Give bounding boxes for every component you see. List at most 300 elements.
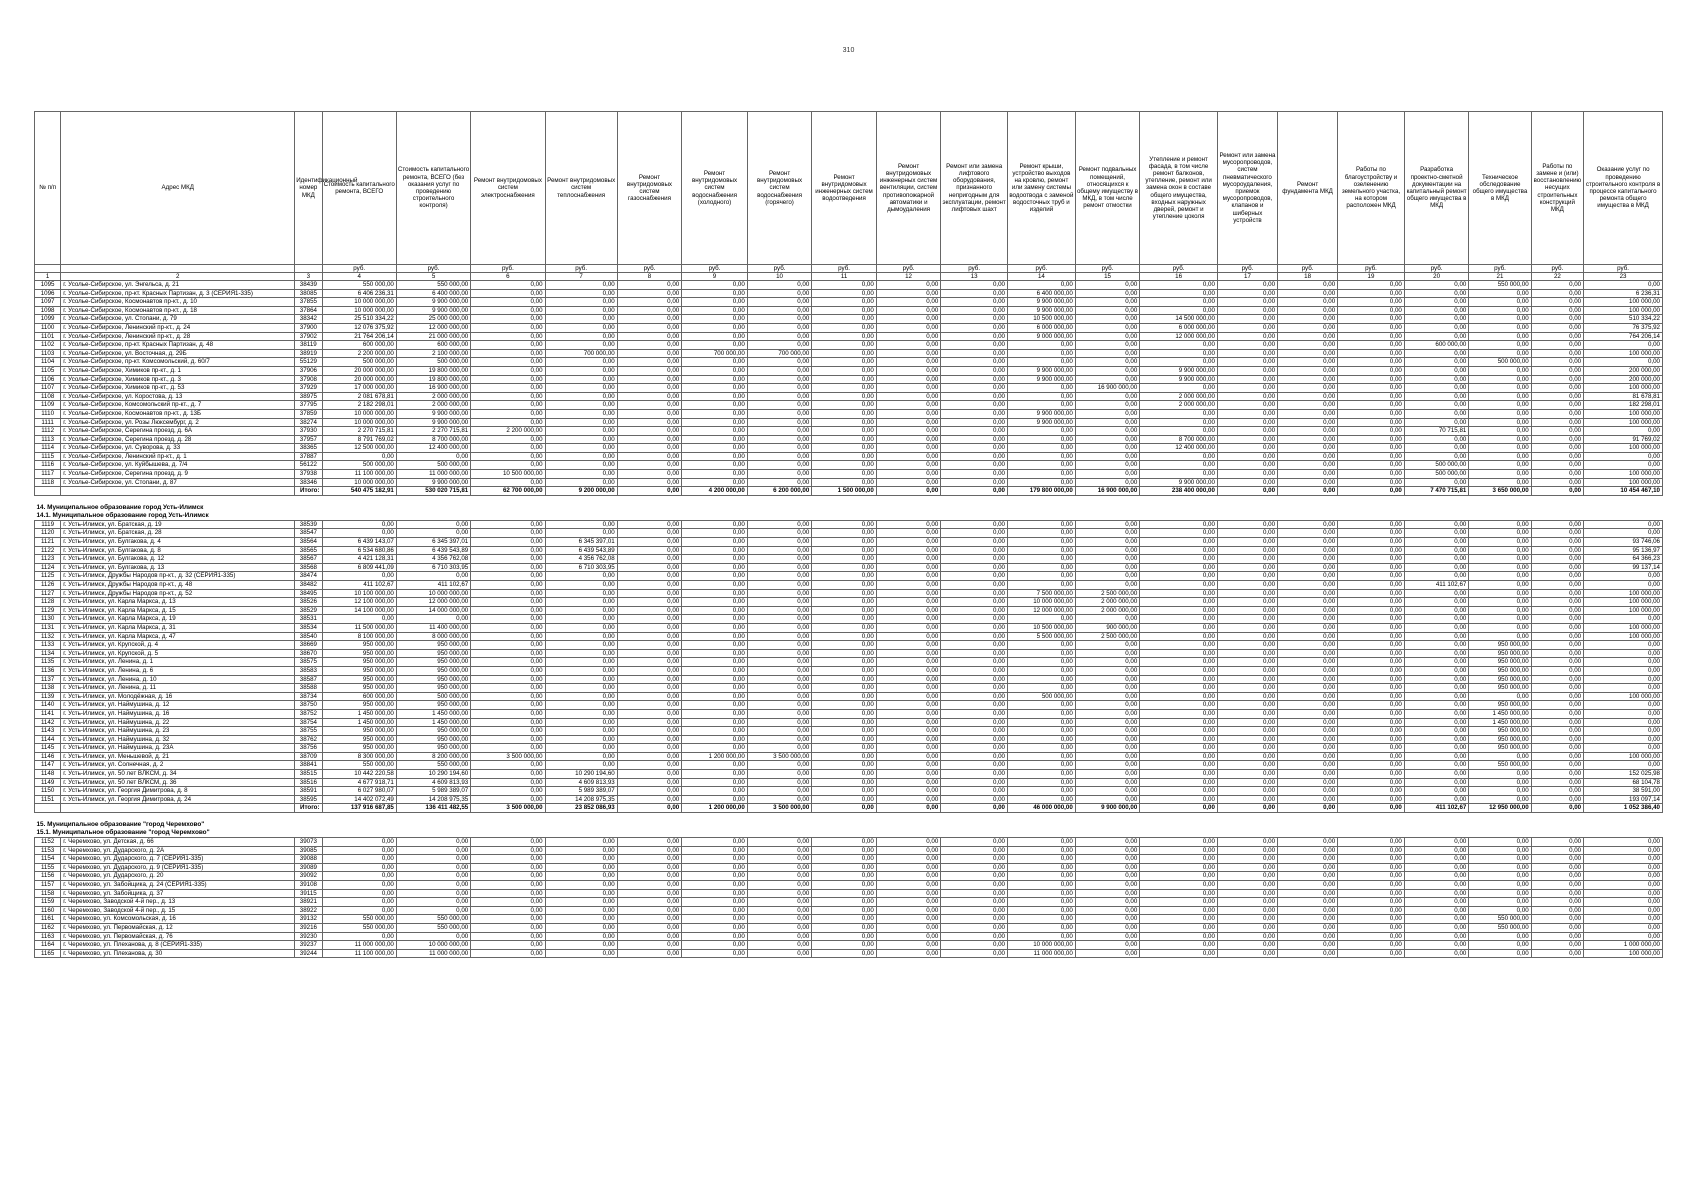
address-cell: г. Черемхово, Заводской 4-й пер., д. 15: [61, 906, 295, 915]
amount-cell: 0,00: [322, 529, 396, 538]
amount-cell: 0,00: [747, 658, 812, 667]
amount-cell: 0,00: [1469, 863, 1531, 872]
amount-cell: 1 450 000,00: [396, 718, 470, 727]
building-id-cell: 38274: [295, 418, 322, 427]
amount-cell: 950 000,00: [322, 701, 396, 710]
amount-cell: 0,00: [617, 435, 682, 444]
section-title-row: [35, 821, 1663, 829]
amount-cell: 0,00: [1469, 623, 1531, 632]
building-id-cell: 37938: [295, 470, 322, 479]
amount-cell: 6 345 397,01: [396, 538, 470, 547]
amount-cell: 0,00: [1008, 778, 1076, 787]
amount-cell: 500 000,00: [396, 461, 470, 470]
amount-cell: 0,00: [1404, 949, 1469, 958]
amount-cell: 0,00: [876, 306, 941, 315]
row-number-cell: 1146: [35, 752, 61, 761]
row-number-cell: 1119: [35, 520, 61, 529]
amount-cell: 0,00: [747, 649, 812, 658]
column-number: 5: [396, 273, 470, 281]
amount-cell: 0,00: [747, 281, 812, 290]
amount-cell: 0,00: [812, 855, 877, 864]
amount-cell: 0,00: [1584, 358, 1663, 367]
amount-cell: 20 000 000,00: [322, 366, 396, 375]
amount-cell: 12 000 000,00: [396, 598, 470, 607]
amount-cell: 10 442 220,58: [322, 770, 396, 779]
building-id-cell: 39088: [295, 855, 322, 864]
amount-cell: 99 137,14: [1584, 563, 1663, 572]
amount-cell: 0,00: [1140, 581, 1218, 590]
amount-cell: 0,00: [747, 881, 812, 890]
units-row: [35, 265, 1663, 273]
amount-cell: 0,00: [682, 923, 748, 932]
amount-cell: 21 764 206,14: [322, 332, 396, 341]
amount-cell: 0,00: [747, 675, 812, 684]
amount-cell: 0,00: [1584, 838, 1663, 847]
address-cell: г. Усолье-Сибирское, Ленинский пр-кт., д. 1: [61, 452, 295, 461]
amount-cell: 0,00: [876, 641, 941, 650]
amount-cell: 2 500 000,00: [1075, 632, 1140, 641]
table-row: [35, 855, 1663, 864]
address-cell: г. Усть-Илимск, ул. Молодёжная, д. 16: [61, 692, 295, 701]
amount-cell: 0,00: [1278, 349, 1338, 358]
amount-cell: 0,00: [876, 615, 941, 624]
table-row: [35, 435, 1663, 444]
amount-cell: 0,00: [682, 306, 748, 315]
amount-cell: 0,00: [1217, 615, 1277, 624]
amount-cell: 0,00: [617, 366, 682, 375]
amount-cell: 0,00: [1469, 384, 1531, 393]
amount-cell: 0,00: [1404, 392, 1469, 401]
amount-cell: 0,00: [747, 555, 812, 564]
amount-cell: 950 000,00: [396, 701, 470, 710]
amount-cell: 0,00: [876, 538, 941, 547]
amount-cell: 0,00: [747, 606, 812, 615]
row-number-cell: 1112: [35, 427, 61, 436]
amount-cell: 0,00: [1531, 589, 1583, 598]
amount-cell: 0,00: [1075, 358, 1140, 367]
row-number-cell: 1105: [35, 366, 61, 375]
amount-cell: 0,00: [1140, 606, 1218, 615]
amount-cell: 510 334,22: [1584, 315, 1663, 324]
amount-cell: 0,00: [1140, 761, 1218, 770]
amount-cell: 2 200 000,00: [322, 349, 396, 358]
amount-cell: 0,00: [471, 923, 545, 932]
amount-cell: 0,00: [617, 778, 682, 787]
amount-cell: 0,00: [1338, 349, 1405, 358]
amount-cell: 0,00: [812, 529, 877, 538]
table-row: [35, 632, 1663, 641]
address-cell: г. Усолье-Сибирское, Серегина проезд, д. 28: [61, 435, 295, 444]
amount-cell: 0,00: [1531, 435, 1583, 444]
amount-cell: 0,00: [1217, 572, 1277, 581]
amount-cell: 0,00: [1584, 675, 1663, 684]
amount-cell: 0,00: [876, 392, 941, 401]
building-id-cell: 39237: [295, 941, 322, 950]
amount-cell: 0,00: [1140, 889, 1218, 898]
amount-cell: 0,00: [617, 641, 682, 650]
address-cell: г. Усолье-Сибирское, пр-кт. Комсомольский, д. 60/7: [61, 358, 295, 367]
amount-cell: 0,00: [1469, 949, 1531, 958]
amount-cell: 0,00: [545, 923, 617, 932]
amount-cell: 0,00: [1469, 581, 1531, 590]
amount-cell: 0,00: [1278, 898, 1338, 907]
amount-cell: 0,00: [1469, 289, 1531, 298]
row-number-cell: 1142: [35, 718, 61, 727]
amount-cell: 950 000,00: [322, 658, 396, 667]
amount-cell: 700 000,00: [747, 349, 812, 358]
building-id-cell: 38841: [295, 761, 322, 770]
amount-cell: 0,00: [876, 949, 941, 958]
amount-cell: 0,00: [941, 795, 1008, 804]
amount-cell: 0,00: [471, 546, 545, 555]
amount-cell: 0,00: [747, 470, 812, 479]
column-header: Идентификационный номер МКД: [295, 112, 322, 265]
column-number: 18: [1278, 273, 1338, 281]
row-number-cell: 1151: [35, 795, 61, 804]
amount-cell: 0,00: [545, 838, 617, 847]
amount-cell: 0,00: [322, 863, 396, 872]
amount-cell: 0,00: [617, 555, 682, 564]
amount-cell: 0,00: [1404, 358, 1469, 367]
amount-cell: 0,00: [471, 641, 545, 650]
amount-cell: 0,00: [471, 692, 545, 701]
total-amount-cell: 0,00: [1140, 804, 1218, 813]
amount-cell: 0,00: [617, 898, 682, 907]
amount-cell: 0,00: [1278, 923, 1338, 932]
unit-label: руб.: [1008, 265, 1076, 273]
amount-cell: 0,00: [1140, 949, 1218, 958]
building-id-cell: 38669: [295, 641, 322, 650]
amount-cell: 950 000,00: [322, 727, 396, 736]
amount-cell: 0,00: [747, 452, 812, 461]
amount-cell: 0,00: [876, 863, 941, 872]
amount-cell: 0,00: [1008, 684, 1076, 693]
amount-cell: 0,00: [617, 761, 682, 770]
amount-cell: 0,00: [876, 323, 941, 332]
amount-cell: 0,00: [812, 838, 877, 847]
amount-cell: 0,00: [812, 538, 877, 547]
amount-cell: 2 000 000,00: [396, 392, 470, 401]
empty-cell: [61, 804, 295, 813]
amount-cell: 764 206,14: [1584, 332, 1663, 341]
row-number-cell: 1128: [35, 598, 61, 607]
amount-cell: 0,00: [1469, 846, 1531, 855]
amount-cell: 0,00: [682, 684, 748, 693]
amount-cell: 6 710 303,95: [545, 563, 617, 572]
amount-cell: 0,00: [617, 735, 682, 744]
amount-cell: 0,00: [617, 444, 682, 453]
amount-cell: 0,00: [1008, 392, 1076, 401]
amount-cell: 0,00: [1140, 855, 1218, 864]
row-number-cell: 1145: [35, 744, 61, 753]
total-amount-cell: 0,00: [1278, 487, 1338, 496]
amount-cell: 0,00: [1404, 906, 1469, 915]
amount-cell: 0,00: [876, 666, 941, 675]
amount-cell: 10 000 000,00: [322, 298, 396, 307]
amount-cell: 0,00: [876, 838, 941, 847]
amount-cell: 0,00: [1140, 718, 1218, 727]
address-cell: г. Усолье-Сибирское, ул. Стопани, д. 87: [61, 478, 295, 487]
amount-cell: 0,00: [1278, 332, 1338, 341]
amount-cell: 0,00: [545, 735, 617, 744]
amount-cell: 0,00: [1278, 889, 1338, 898]
amount-cell: 0,00: [1469, 418, 1531, 427]
amount-cell: 0,00: [1008, 872, 1076, 881]
amount-cell: 1 200 000,00: [682, 752, 748, 761]
row-number-cell: 1101: [35, 332, 61, 341]
amount-cell: 0,00: [396, 615, 470, 624]
amount-cell: 950 000,00: [396, 658, 470, 667]
amount-cell: 0,00: [1075, 281, 1140, 290]
amount-cell: 12 100 000,00: [322, 598, 396, 607]
amount-cell: 0,00: [471, 632, 545, 641]
table-row: [35, 384, 1663, 393]
building-id-cell: 38567: [295, 555, 322, 564]
amount-cell: 0,00: [812, 546, 877, 555]
amount-cell: 0,00: [682, 727, 748, 736]
amount-cell: 0,00: [545, 932, 617, 941]
amount-cell: 0,00: [812, 332, 877, 341]
amount-cell: 0,00: [1531, 932, 1583, 941]
amount-cell: 0,00: [1278, 770, 1338, 779]
amount-cell: 0,00: [1075, 349, 1140, 358]
amount-cell: 0,00: [545, 358, 617, 367]
address-cell: г. Усть-Илимск, ул. Наймушина, д. 32: [61, 735, 295, 744]
amount-cell: 0,00: [682, 332, 748, 341]
amount-cell: 0,00: [1217, 923, 1277, 932]
amount-cell: 0,00: [747, 478, 812, 487]
amount-cell: 0,00: [1531, 838, 1583, 847]
amount-cell: 0,00: [1278, 375, 1338, 384]
amount-cell: 0,00: [1584, 341, 1663, 350]
amount-cell: 0,00: [747, 701, 812, 710]
amount-cell: 0,00: [1140, 701, 1218, 710]
amount-cell: 0,00: [1338, 949, 1405, 958]
amount-cell: 0,00: [812, 478, 877, 487]
building-id-cell: 38762: [295, 735, 322, 744]
amount-cell: 0,00: [682, 461, 748, 470]
address-cell: г. Черемхово, ул. Детская, д. 66: [61, 838, 295, 847]
building-id-cell: 38474: [295, 572, 322, 581]
amount-cell: 0,00: [941, 701, 1008, 710]
amount-cell: 0,00: [747, 889, 812, 898]
row-number-cell: 1130: [35, 615, 61, 624]
amount-cell: 0,00: [1140, 838, 1218, 847]
amount-cell: 0,00: [682, 409, 748, 418]
amount-cell: 0,00: [682, 718, 748, 727]
amount-cell: 100 000,00: [1584, 632, 1663, 641]
amount-cell: 0,00: [1075, 392, 1140, 401]
row-number-cell: 1140: [35, 701, 61, 710]
amount-cell: 0,00: [1469, 906, 1531, 915]
building-id-cell: 38921: [295, 898, 322, 907]
amount-cell: 0,00: [545, 709, 617, 718]
amount-cell: 0,00: [1531, 375, 1583, 384]
amount-cell: 500 000,00: [1469, 358, 1531, 367]
table-row: [35, 555, 1663, 564]
amount-cell: 0,00: [1217, 770, 1277, 779]
amount-cell: 0,00: [545, 606, 617, 615]
amount-cell: 0,00: [682, 323, 748, 332]
amount-cell: 0,00: [1531, 452, 1583, 461]
amount-cell: 0,00: [876, 941, 941, 950]
amount-cell: 0,00: [1217, 666, 1277, 675]
amount-cell: 0,00: [1531, 795, 1583, 804]
amount-cell: 10 000 000,00: [322, 478, 396, 487]
address-cell: г. Черемхово, ул. Плеханова, д. 30: [61, 949, 295, 958]
amount-cell: 0,00: [1338, 332, 1405, 341]
amount-cell: 0,00: [812, 906, 877, 915]
section-subtitle: 15.1. Муниципальное образование "город Черемхово": [36, 829, 210, 837]
amount-cell: 0,00: [876, 470, 941, 479]
amount-cell: 0,00: [471, 658, 545, 667]
amount-cell: 4 421 128,31: [322, 555, 396, 564]
amount-cell: 0,00: [471, 915, 545, 924]
amount-cell: 0,00: [1278, 846, 1338, 855]
unit-label: руб.: [1404, 265, 1469, 273]
amount-cell: 0,00: [1338, 787, 1405, 796]
building-id-cell: 37906: [295, 366, 322, 375]
address-cell: г. Усолье-Сибирское, ул. Коростова, д. 13: [61, 392, 295, 401]
amount-cell: 8 300 000,00: [322, 752, 396, 761]
total-amount-cell: 0,00: [1278, 804, 1338, 813]
spacer-cell: [35, 495, 1663, 504]
amount-cell: 0,00: [1469, 332, 1531, 341]
unit-label: [35, 265, 61, 273]
amount-cell: 0,00: [1075, 461, 1140, 470]
amount-cell: 0,00: [1404, 323, 1469, 332]
row-number-cell: 1136: [35, 666, 61, 675]
amount-cell: 0,00: [1469, 546, 1531, 555]
amount-cell: 0,00: [876, 898, 941, 907]
amount-cell: 0,00: [1338, 435, 1405, 444]
amount-cell: 0,00: [471, 366, 545, 375]
amount-cell: 0,00: [812, 752, 877, 761]
amount-cell: 0,00: [747, 418, 812, 427]
amount-cell: 0,00: [1404, 555, 1469, 564]
address-cell: г. Черемхово, ул. Дударского, д. 2А: [61, 846, 295, 855]
amount-cell: 0,00: [941, 606, 1008, 615]
amount-cell: 0,00: [396, 889, 470, 898]
amount-cell: 0,00: [1404, 872, 1469, 881]
amount-cell: 0,00: [812, 675, 877, 684]
amount-cell: 0,00: [1531, 846, 1583, 855]
amount-cell: 0,00: [1008, 572, 1076, 581]
amount-cell: 200 000,00: [1584, 366, 1663, 375]
table-row: [35, 761, 1663, 770]
amount-cell: 950 000,00: [396, 684, 470, 693]
amount-cell: 950 000,00: [1469, 666, 1531, 675]
amount-cell: 0,00: [1469, 298, 1531, 307]
amount-cell: 0,00: [471, 701, 545, 710]
amount-cell: 0,00: [1008, 478, 1076, 487]
amount-cell: 100 000,00: [1584, 349, 1663, 358]
amount-cell: 0,00: [1278, 289, 1338, 298]
amount-cell: 0,00: [617, 846, 682, 855]
table-row: [35, 470, 1663, 479]
amount-cell: 0,00: [617, 881, 682, 890]
amount-cell: 0,00: [941, 401, 1008, 410]
amount-cell: 0,00: [747, 778, 812, 787]
amount-cell: 0,00: [1531, 281, 1583, 290]
amount-cell: 0,00: [1278, 572, 1338, 581]
amount-cell: 0,00: [1217, 375, 1277, 384]
address-cell: г. Усть-Илимск, ул. Братская, д. 28: [61, 529, 295, 538]
amount-cell: 0,00: [1338, 752, 1405, 761]
amount-cell: 0,00: [1075, 666, 1140, 675]
amount-cell: 0,00: [617, 787, 682, 796]
amount-cell: 0,00: [941, 692, 1008, 701]
amount-cell: 0,00: [545, 915, 617, 924]
amount-cell: 0,00: [1140, 546, 1218, 555]
amount-cell: 0,00: [941, 932, 1008, 941]
amount-cell: 0,00: [471, 855, 545, 864]
amount-cell: 0,00: [1217, 452, 1277, 461]
amount-cell: 0,00: [1278, 718, 1338, 727]
amount-cell: 950 000,00: [1469, 735, 1531, 744]
amount-cell: 0,00: [941, 906, 1008, 915]
amount-cell: 0,00: [812, 606, 877, 615]
amount-cell: 0,00: [1404, 632, 1469, 641]
total-amount-cell: 3 650 000,00: [1469, 487, 1531, 496]
amount-cell: 0,00: [1338, 666, 1405, 675]
amount-cell: 0,00: [1140, 384, 1218, 393]
amount-cell: 0,00: [876, 563, 941, 572]
building-id-cell: 39115: [295, 889, 322, 898]
amount-cell: 6 439 543,89: [396, 546, 470, 555]
amount-cell: 9 000 000,00: [1008, 332, 1076, 341]
amount-cell: 0,00: [1469, 787, 1531, 796]
amount-cell: 0,00: [812, 281, 877, 290]
amount-cell: 0,00: [941, 581, 1008, 590]
table-row: [35, 735, 1663, 744]
building-id-cell: 38515: [295, 770, 322, 779]
amount-cell: 0,00: [1140, 735, 1218, 744]
amount-cell: 12 400 000,00: [1140, 444, 1218, 453]
amount-cell: 0,00: [876, 555, 941, 564]
column-header: Ремонт внутридомовых инженерных систем водоотведения: [812, 112, 877, 265]
amount-cell: 0,00: [1531, 606, 1583, 615]
building-id-cell: 39216: [295, 923, 322, 932]
table-row: [35, 752, 1663, 761]
amount-cell: 0,00: [1338, 701, 1405, 710]
amount-cell: 0,00: [617, 889, 682, 898]
amount-cell: 0,00: [1075, 889, 1140, 898]
amount-cell: 0,00: [747, 306, 812, 315]
amount-cell: 0,00: [1469, 589, 1531, 598]
amount-cell: 0,00: [682, 787, 748, 796]
amount-cell: 0,00: [1531, 409, 1583, 418]
column-header: Техническое обследование общего имущества в МКД: [1469, 112, 1531, 265]
building-id-cell: 38588: [295, 684, 322, 693]
building-id-cell: 38085: [295, 289, 322, 298]
amount-cell: 0,00: [1584, 761, 1663, 770]
amount-cell: 0,00: [1278, 358, 1338, 367]
amount-cell: 3 500 000,00: [747, 752, 812, 761]
amount-cell: 0,00: [1404, 615, 1469, 624]
amount-cell: 0,00: [876, 435, 941, 444]
amount-cell: 0,00: [1338, 323, 1405, 332]
amount-cell: 0,00: [545, 641, 617, 650]
table-row: [35, 298, 1663, 307]
unit-label: руб.: [1469, 265, 1531, 273]
amount-cell: 2 100 000,00: [396, 349, 470, 358]
amount-cell: 0,00: [1075, 306, 1140, 315]
amount-cell: 0,00: [1469, 538, 1531, 547]
amount-cell: 0,00: [545, 701, 617, 710]
column-header: Ремонт или замена лифтового оборудования, признанного непригодным для эксплуатации, ремонт лифтовых шахт: [941, 112, 1008, 265]
amount-cell: 0,00: [1338, 615, 1405, 624]
